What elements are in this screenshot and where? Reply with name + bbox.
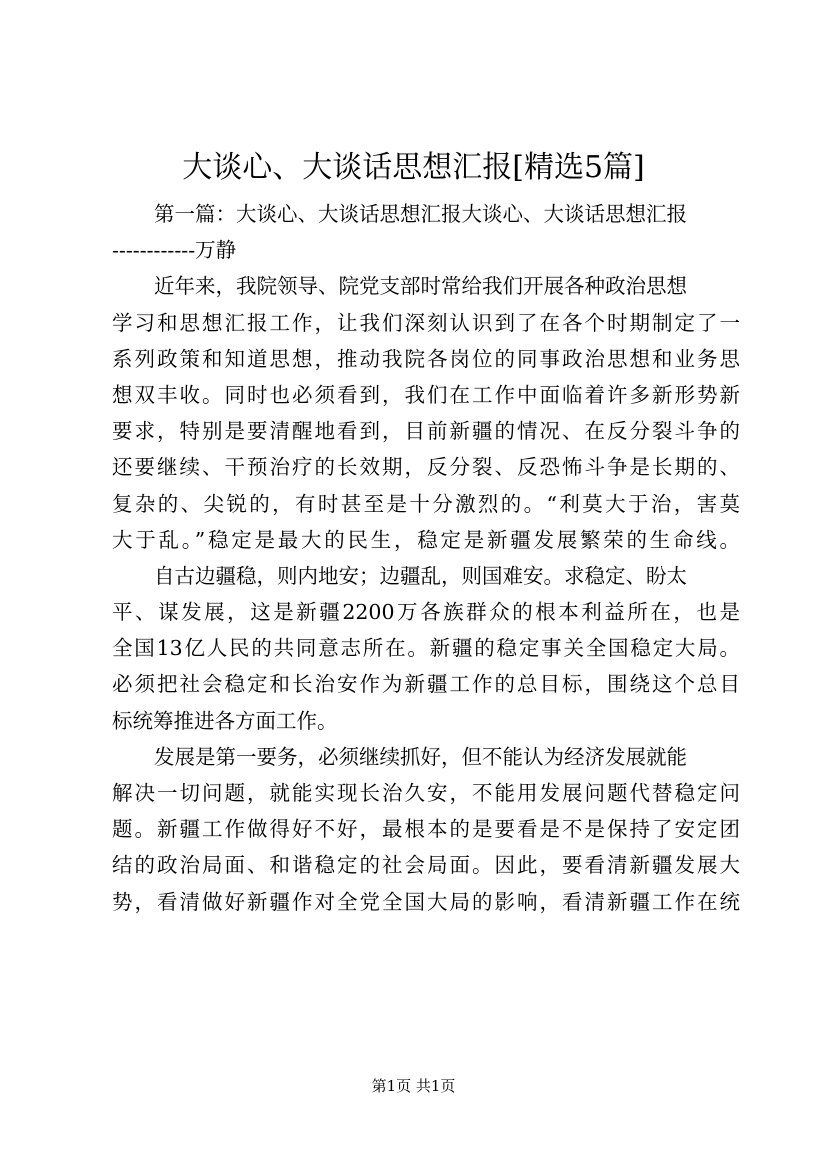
body-line: 全国13亿人民的共同意志所在。新疆的稳定事关全国稳定大局。 — [112, 636, 740, 661]
body-line: 还要继续、干预治疗的长效期，反分裂、反恐怖斗争是长期的、 — [112, 455, 740, 480]
body-line: ------------万静 — [112, 238, 237, 263]
body-line: 想双丰收。同时也必须看到，我们在工作中面临着许多新形势新 — [112, 382, 740, 407]
page-footer: 第1页 共1页 — [371, 1077, 456, 1095]
document-body — [112, 196, 740, 920]
body-line: 解决一切问题，就能实现长治久安，不能用发展问题代替稳定问 — [112, 781, 740, 805]
body-line: 复杂的、尖锐的，有时甚至是十分激烈的。“利莫大于治，害莫 — [112, 491, 740, 516]
body-line: 发展是第一要务，必须继续抓好，但不能认为经济发展就能 — [154, 744, 687, 769]
body-line: 必须把社会稳定和长治安作为新疆工作的总目标，围绕这个总目 — [112, 672, 740, 697]
body-line: 系列政策和知道思想，推动我院各岗位的同事政治思想和业务思 — [112, 346, 740, 371]
body-line: 势，看清做好新疆作对全党全国大局的影响，看清新疆工作在统 — [112, 889, 740, 914]
body-line: 结的政治局面、和谐稳定的社会局面。因此，要看清新疆发展大 — [112, 853, 740, 878]
document-title: 大谈心、大谈话思想汇报[精选5篇] — [182, 150, 645, 185]
body-line: 近年来，我院领导、院党支部时常给我们开展各种政治思想 — [154, 274, 687, 299]
body-line: 自古边疆稳，则内地安；边疆乱，则国难安。求稳定、盼太 — [154, 563, 687, 588]
body-line: 题。新疆工作做得好不好，最根本的是要看是不是保持了安定团 — [112, 817, 740, 842]
body-line: 第一篇：大谈心、大谈话思想汇报大谈心、大谈话思想汇报 — [154, 202, 687, 226]
body-line: 平、谋发展，这是新疆2200万各族群众的根本利益所在，也是 — [112, 600, 740, 625]
body-line: 标统筹推进各方面工作。 — [112, 708, 338, 733]
body-line: 学习和思想汇报工作，让我们深刻认识到了在各个时期制定了一 — [112, 310, 740, 335]
body-line: 要求，特别是要清醒地看到，目前新疆的情况、在反分裂斗争的 — [112, 419, 740, 444]
body-line: 大于乱。”稳定是最大的民生，稳定是新疆发展繁荣的生命线。 — [112, 527, 740, 552]
